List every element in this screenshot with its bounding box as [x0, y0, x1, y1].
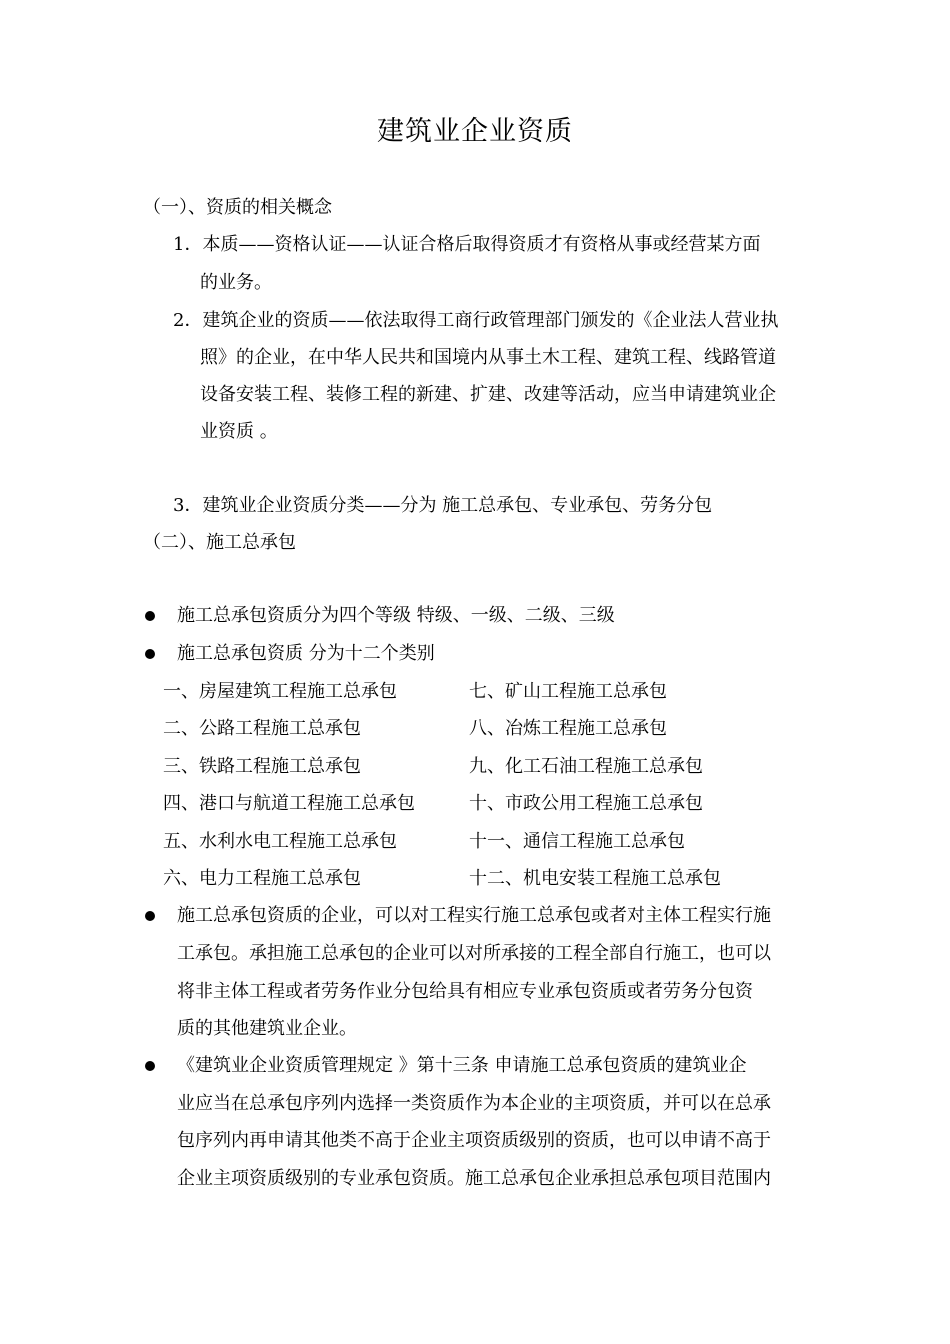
item-1-line-1: 1．本质——资格认证——认证合格后取得资质才有资格从事或经营某方面 — [173, 234, 761, 255]
bullet-regulation-line-4: 企业主项资质级别的专业承包资质。施工总承包企业承担总承包项目范围内 — [177, 1168, 771, 1189]
category-item: 六、电力工程施工总承包 — [163, 868, 361, 889]
category-item: 二、公路工程施工总承包 — [163, 718, 361, 739]
category-item: 九、化工石油工程施工总承包 — [469, 756, 703, 777]
bullet-scope-line-4: 质的其他建筑业企业。 — [177, 1018, 357, 1039]
category-item: 一、房屋建筑工程施工总承包 — [163, 681, 397, 702]
item-2-line-1: 2．建筑企业的资质——依法取得工商行政管理部门颁发的《企业法人营业执 — [173, 310, 779, 331]
bullet-icon — [145, 611, 155, 621]
section-heading-general-contracting: （二）、施工总承包 — [143, 532, 296, 553]
item-2-line-2: 照》的企业，在中华人民共和国境内从事土木工程、建筑工程、线路管道 — [200, 347, 776, 368]
section-heading-concepts: （一）、资质的相关概念 — [143, 197, 332, 218]
item-1-line-2: 的业务。 — [200, 272, 272, 293]
category-item: 十二、机电安装工程施工总承包 — [469, 868, 721, 889]
bullet-regulation-line-1: 《建筑业企业资质管理规定 》第十三条 申请施工总承包资质的建筑业企 — [177, 1055, 747, 1076]
document-title: 建筑业企业资质 — [377, 116, 573, 147]
category-item: 三、铁路工程施工总承包 — [163, 756, 361, 777]
bullet-icon — [145, 1061, 155, 1071]
bullet-categories: 施工总承包资质 分为十二个类别 — [177, 643, 435, 664]
bullet-grades: 施工总承包资质分为四个等级 特级、一级、二级、三级 — [177, 605, 615, 626]
item-3: 3．建筑业企业资质分类——分为 施工总承包、专业承包、劳务分包 — [173, 495, 713, 516]
category-item: 八、冶炼工程施工总承包 — [469, 718, 667, 739]
bullet-scope-line-1: 施工总承包资质的企业，可以对工程实行施工总承包或者对主体工程实行施 — [177, 905, 771, 926]
bullet-scope-line-2: 工承包。承担施工总承包的企业可以对所承接的工程全部自行施工，也可以 — [177, 943, 771, 964]
item-2-line-3: 设备安装工程、装修工程的新建、扩建、改建等活动，应当申请建筑业企 — [200, 384, 776, 405]
bullet-icon — [145, 911, 155, 921]
bullet-regulation-line-3: 包序列内再申请其他类不高于企业主项资质级别的资质，也可以申请不高于 — [177, 1130, 771, 1151]
category-item: 七、矿山工程施工总承包 — [469, 681, 667, 702]
category-item: 十一、通信工程施工总承包 — [469, 831, 685, 852]
category-item: 十、市政公用工程施工总承包 — [469, 793, 703, 814]
bullet-scope-line-3: 将非主体工程或者劳务作业分包给具有相应专业承包资质或者劳务分包资 — [177, 981, 753, 1002]
item-2-line-4: 业资质 。 — [200, 421, 278, 442]
bullet-regulation-line-2: 业应当在总承包序列内选择一类资质作为本企业的主项资质，并可以在总承 — [177, 1093, 771, 1114]
bullet-icon — [145, 649, 155, 659]
category-item: 五、水利水电工程施工总承包 — [163, 831, 397, 852]
category-item: 四、港口与航道工程施工总承包 — [163, 793, 415, 814]
